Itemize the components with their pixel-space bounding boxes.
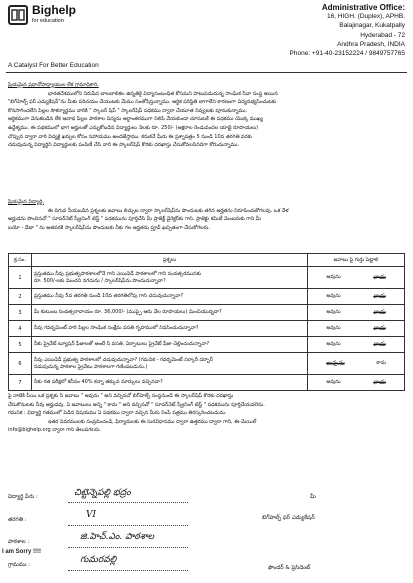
answer-cell[interactable] <box>308 337 405 353</box>
closing-paragraph <box>8 392 405 435</box>
student-line: బయో - డేటా " ను అతవరకి స్కాలర్‌షిప్‌ను పొందుటకు నీకు గల అర్హతను ప్రూవ్ ఖచ్చితంగా చేసుకోగలరు. <box>8 224 210 231</box>
answer-yes[interactable]: అవును <box>326 309 341 315</box>
answer-cell[interactable] <box>308 321 405 337</box>
book-icon <box>11 8 25 22</box>
brand-subtitle: for education <box>32 18 64 24</box>
class-value[interactable]: VI <box>86 510 97 520</box>
intro-line: కొనసాగించలేని పిల్లల సౌకర్యార్థము వారికి " స్కాలర్ షిప్ " స్కాలర్‌షిప్ పథకము ద్వారా చేయూత నివ్వుటకు పూనుకున్నాము. <box>8 107 248 114</box>
closing-note: గమనిక : విద్యార్థి గతములో పెడిన విషయము ఏ పథకము ద్వారా వచ్చిన మీరు నింపే పత్రము తిరస్కరించబడును. <box>8 410 227 417</box>
question-text: మీ కుటుంబ సంవత్సరాదాయం రూ. 36,000/- (ముప్పై ఆరు వేల రూపాయలు) మించియున్నదా? <box>34 309 222 315</box>
answer-no-marked[interactable]: కాదు <box>373 272 386 281</box>
answer-cell[interactable] <box>308 267 405 289</box>
question-cell <box>32 375 308 391</box>
row-number: 6 <box>9 353 32 375</box>
closing-line: ఇతర వివరములకు సంప్రదించండి, ఫిర్యాదులకు ఈ సురవిధానము ద్వారా ఉత్తరము ద్వారా గాని, ఈ-మెయిల్ <box>48 418 257 425</box>
student-line: ఈ దిగువ నీయబడిన ప్రశ్నలకు జవాబు లిచ్చుట ద్వారా స్కాలర్‌షిప్‌ను పొందుటకు తగిన అర్హతను నిరూపించుకోగలవు. ఒక వేళ <box>48 207 289 214</box>
signoff-title: ఫౌండర్ & ప్రెసిడెంట్ <box>268 565 311 571</box>
col-header-answer: జవాబు పై గుర్తు పెట్టాలి <box>308 254 405 267</box>
intro-line: "బిగ్‌హెల్ప్ ఫర్ ఎడ్యుకేషన్"ను మీకు పరిచయం చేయుటకు మేము సంతోషిస్తున్నాము. ఆర్థిక పరిస్థితి బాగాలేని కారణంగా విద్యనభ్యసించుటకు <box>8 99 277 106</box>
office-line: 16, HIGH. (Duplex), APHB. <box>326 13 405 21</box>
table-row <box>9 321 405 337</box>
col-header-question: ప్రశ్నలు <box>32 254 308 267</box>
table-row <box>9 375 405 391</box>
answer-yes[interactable]: అవును <box>326 293 341 299</box>
student-name-label: విద్యార్థి పేరు : <box>8 494 38 500</box>
intro-line: ఉద్దేశ్యము. ఈ పథకములో భాగ అర్హులతో ఎన్నుకోబడిన విద్యార్థులు నెలకు రూ. 250/- (అక్షరాల రెండువందల యాభై రూపాయలు) <box>8 124 259 131</box>
question-text: నడుపుచున్న పాఠశాల ప్రైవేటు పాఠశాలగా గణింపబడును.) <box>34 363 148 370</box>
school-label: పాఠశాల : <box>8 539 30 545</box>
school-value[interactable]: జి.హెచ్.ఎం. పాఠశాల <box>80 532 155 542</box>
student-name-value[interactable]: చిట్టెన్నెపల్లి భద్రం <box>74 488 131 498</box>
school-line <box>68 547 188 548</box>
answer-yes[interactable]: అవును <box>326 341 341 347</box>
intro-line: భారతదేశములోని నిరుపేద బాలబాలికల ఉన్నతికై విద్యాసంబంధిత కోసమని పాటుపడుచున్న సాంఘిక సేవా సంస్థ అయిన <box>48 90 278 97</box>
answer-cell[interactable] <box>308 289 405 305</box>
question-cell <box>32 267 308 289</box>
answer-no-marked[interactable]: కాదు <box>373 339 386 348</box>
header-divider <box>6 72 407 73</box>
intro-line: చదువుచున్న విద్యార్థిని విద్యార్థులకు పంపిణీ చేసి వారి ఈ స్కాలర్‌షిప్ కొరకు దరఖాస్తు చేసుకోవలసినదిగా కోరుచున్నాము. <box>8 142 240 149</box>
table-row <box>9 337 405 353</box>
row-number: 7 <box>9 375 32 391</box>
question-text: నీకు ప్రైవేట్ ట్యూషన్ ఫీజులతో అంటే సి వసతి, ఏర్పాటులు ప్రైవేట్ ఫీజు చెల్లించుచున్నావా? <box>34 341 210 347</box>
question-cell <box>32 337 308 353</box>
row-number: 4 <box>9 321 32 337</box>
row-number: 5 <box>9 337 32 353</box>
answer-yes-marked[interactable]: అవును <box>325 358 345 367</box>
intro-line: ఆర్థికముగా వెనుకబడిన లేక ఆనాథ పిల్లల పాఠశాల విద్యను అర్ధాంతరముగా నిలిపి వేయకుండా చూసుటకే ఈ పథకము యొక్క ముఖ్య <box>8 116 263 123</box>
class-line <box>68 525 188 526</box>
table-row <box>9 289 405 305</box>
intro-salutation: ప్రియమైన ప్రధానోపాధ్యాయుల లేక గ్రామాధికారి, <box>8 82 99 88</box>
answer-cell[interactable] <box>308 353 405 375</box>
village-line <box>68 570 188 571</box>
bighelp-logo <box>8 5 28 25</box>
student-salutation: ప్రియమైన విద్యార్థి, <box>8 199 44 205</box>
table-row <box>9 267 405 289</box>
question-cell <box>32 289 308 305</box>
closing-email: info@bighelp.org ద్వారా గాని తెలుపగలరు. <box>8 427 102 434</box>
answer-yes[interactable]: అవును <box>326 274 341 280</box>
office-line: Balajinagar, Kukatpally <box>339 22 405 30</box>
table-header-row <box>9 254 405 267</box>
col-header-serial: క్ర.సం. <box>9 254 32 267</box>
intro-paragraph <box>8 81 405 150</box>
office-title: Administrative Office: <box>321 3 405 12</box>
closing-line: చేసుకొనుటకు నీవు అర్హుడవు. ఏ జవాబులు అన్ని " కాదు " అని వచ్చినచో " సూపర్‌నెట్ స్క్రీనింగ్ టెస్ట్ " పథకమును పూర్తిచేయవలెను. <box>8 401 265 408</box>
closing-line: పై నాటికి పీయి ఒక ప్రశ్నకు సి జవాబు " అవును " అని వచ్చినచో బిగ్‌హెల్ప్ సంస్థనుండి ఈ స్కాలర్‌షిప్ కొరకు దరఖాస్తు <box>8 393 234 399</box>
table-row <box>9 305 405 321</box>
row-number: 1 <box>9 267 32 289</box>
student-line: అర్హుడను పొందినచో " సూపర్‌నెట్ స్క్రీనింగ్ టెస్ట్ " పథకమును పూర్తిచేసి మీ ప్రాజెక్ట్ డైరెక్టర్‌కు గాని, ప్రాజెక్టు కమిటీ మెంబరుకు గాని మీ <box>8 216 262 223</box>
question-cell <box>32 305 308 321</box>
answer-no-marked[interactable]: కాదు <box>373 307 386 316</box>
office-line: Hyderabad - 72 <box>360 31 405 39</box>
answer-no-marked[interactable]: కాదు <box>373 291 386 300</box>
answer-no[interactable]: కాదు <box>376 360 387 366</box>
answer-yes[interactable]: అవును <box>326 379 341 385</box>
watermark-text: I am Sorry !!!! <box>2 549 42 555</box>
question-text: నీకు గత పరీక్షలో కనీసం 40% కన్నా తక్కువ మార్కులు వచ్చినవా? <box>34 379 163 385</box>
question-cell <box>32 321 308 337</box>
village-value[interactable]: గుమరవల్లి <box>80 555 117 565</box>
student-paragraph <box>8 198 405 232</box>
questions-table <box>8 253 405 391</box>
answer-cell[interactable] <box>308 375 405 391</box>
intro-line: చొప్పున ద్వారా వారి విద్యకై ఖర్చుల కోసం సహాయము అందజేస్తాము. కనుకనే మీరు ఈ ప్రశ్నాపత్రం 5 నుండి 10వ తరగతి వరకు <box>8 133 252 140</box>
signoff-yours: మీ <box>310 494 316 500</box>
row-number: 3 <box>9 305 32 321</box>
question-text: ప్రస్తుతము నీవు ప్రభుత్వపాఠశాలలోనే గాని ఎయిడెడ్ పాఠశాలలో గాని సంవత్సరమునకు <box>34 270 202 277</box>
question-text: రూ. 500/-లకు మించని నగదును / స్కాలర్‌షిప్‌ను పొందుచున్నావా? <box>34 277 166 284</box>
village-label: గ్రామము : <box>8 562 31 568</box>
question-text: ప్రస్తుతము నీవు 5వ తరగతి నుండి 10వ తరగతిలోపు గాని చదువుచున్నావా? <box>34 293 184 299</box>
row-number: 2 <box>9 289 32 305</box>
brand-name: Bighelp <box>32 3 76 17</box>
office-line: Andhra Pradesh, INDIA <box>337 40 405 48</box>
class-label: తరగతి : <box>8 517 27 523</box>
tagline: A Catalyst For Better Education <box>8 62 99 69</box>
question-cell <box>32 353 308 375</box>
signoff-organization: బిగ్‌హెల్ప్ ఫర్ ఎడ్యుకేషన్ <box>262 515 315 521</box>
student-name-line <box>68 502 188 503</box>
office-address <box>290 3 405 58</box>
question-text: నీవు ఎయిడెడ్ ప్రభుత్వ పాఠశాలలో చదువుచున్నావా? (గమనిక - గవర్నమెంట్ సర్కారీ దర్భార్ <box>34 356 213 363</box>
table-row <box>9 353 405 375</box>
office-phone: Phone: +91-40-23152224 / 9849757765 <box>289 50 405 58</box>
answer-no-marked[interactable]: కాదు <box>373 377 386 386</box>
answer-no-marked[interactable]: కాదు <box>373 323 386 332</box>
answer-yes[interactable]: అవును <box>326 325 341 331</box>
answer-cell[interactable] <box>308 305 405 321</box>
question-text: నీవు గవర్నమెంట్ వారి పిల్లల సాంఘిక సంక్షేమ వసతి గృహములో నివసించుచున్నావా? <box>34 325 199 331</box>
